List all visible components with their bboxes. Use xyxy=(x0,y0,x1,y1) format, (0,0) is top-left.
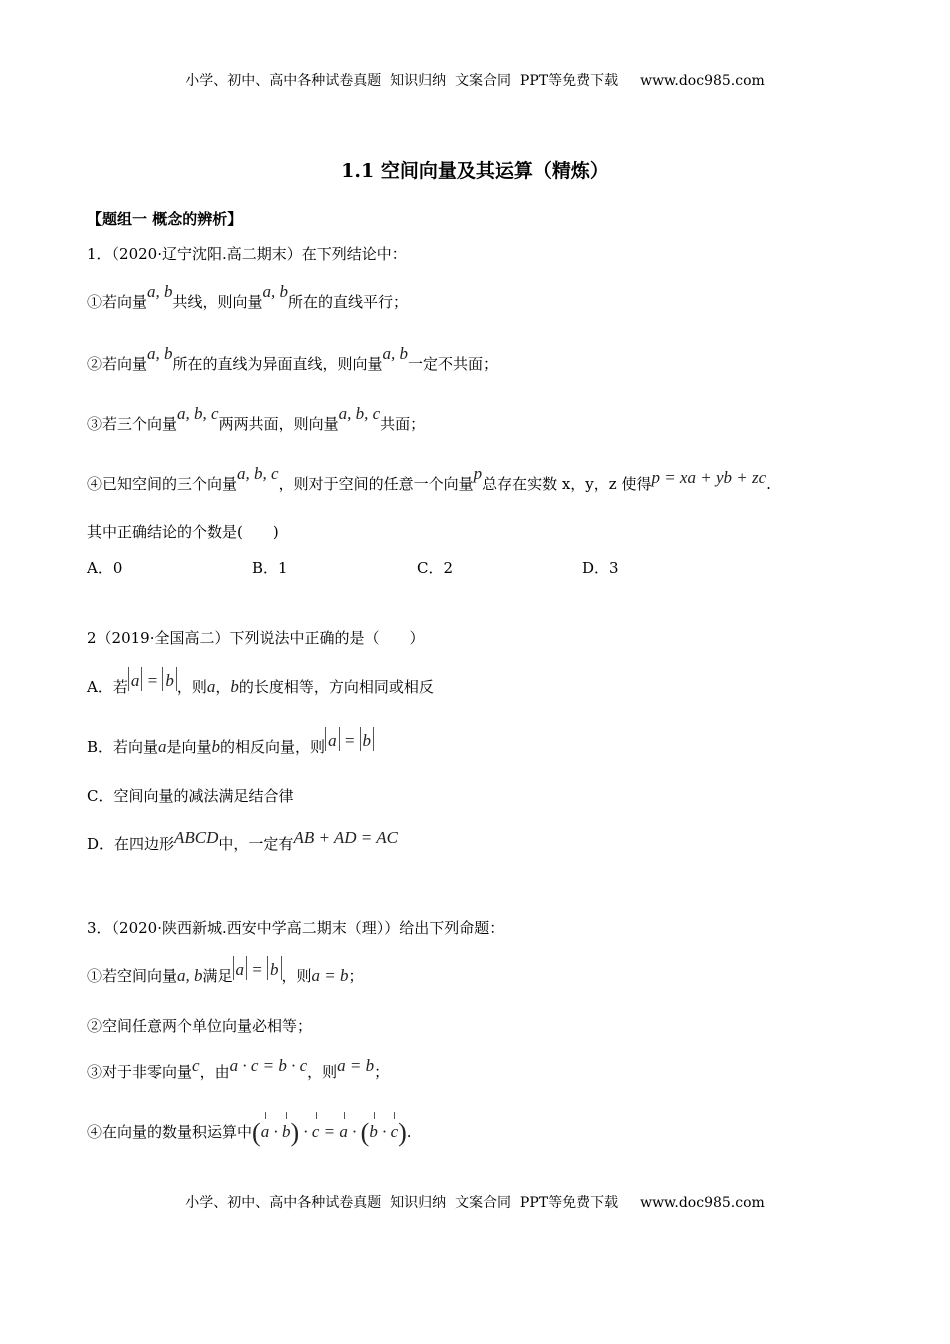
option-c: C．2 xyxy=(417,559,454,577)
text: ④在向量的数量积运算中 xyxy=(87,1123,253,1141)
header-text: 小学、初中、高中各种试卷真题 知识归纳 文案合同 PPT等免费下载 xyxy=(185,73,619,89)
text: 是向量 xyxy=(166,738,212,756)
math: a = b xyxy=(337,1056,375,1075)
q2-stem: 2（2019·全国高二）下列说法中正确的是（ ） xyxy=(87,629,425,647)
text: ， xyxy=(215,678,231,696)
text: 所在的直线平行； xyxy=(288,293,409,311)
math: a, b, c xyxy=(177,404,219,423)
text: ④已知空间的三个向量 xyxy=(87,475,238,493)
text: ，由 xyxy=(199,1063,230,1081)
q1-statement-2 xyxy=(87,344,499,374)
math: a, b xyxy=(262,282,289,301)
text: 满足 xyxy=(202,967,233,985)
math: p = xa + yb + zc xyxy=(651,468,767,487)
q1-statement-3 xyxy=(87,404,426,434)
section-heading: 【题组一 概念的辨析】 xyxy=(87,210,243,228)
text: ，则 xyxy=(176,678,207,696)
math: a · c = b · c xyxy=(229,1056,308,1075)
text: 中，一定有 xyxy=(218,835,294,853)
math: b xyxy=(230,677,239,696)
text: 的相反向量，则 xyxy=(220,738,326,756)
text: 两两共面，则向量 xyxy=(218,415,339,433)
q1-stem: 1．（2020·辽宁沈阳.高二期末）在下列结论中： xyxy=(87,245,407,263)
text: ，则 xyxy=(281,967,312,985)
text: ； xyxy=(374,1063,390,1081)
text: ； xyxy=(348,967,364,985)
text: 共线，则向量 xyxy=(172,293,263,311)
q3-statement-3 xyxy=(87,1056,390,1082)
abs-a: a xyxy=(325,731,340,751)
page-header xyxy=(0,70,950,90)
text: ，则 xyxy=(307,1063,338,1081)
footer-text: 小学、初中、高中各种试卷真题 知识归纳 文案合同 PPT等免费下载 xyxy=(185,1195,619,1211)
math: a, b xyxy=(382,344,409,363)
q2-option-d xyxy=(87,828,398,854)
math: a xyxy=(206,677,216,696)
text: ，则对于空间的任意一个向量 xyxy=(278,475,474,493)
math: ABCD xyxy=(174,828,219,847)
text: 一定不共面； xyxy=(408,355,499,373)
math: a, b, c xyxy=(237,464,279,483)
dot-product-formula: (a · b) · c = a · (b · c) xyxy=(252,1118,407,1147)
text: 总存在实数 x，y，z 使得 xyxy=(482,475,652,493)
option-a: A．0 xyxy=(87,559,123,577)
q2-option-a: A．若 a = b ，则a，b的长度相等，方向相同或相反 xyxy=(87,671,434,696)
option-b: B．1 xyxy=(252,559,288,577)
text: ③对于非零向量 xyxy=(87,1063,193,1081)
q1-statement-1 xyxy=(87,282,409,312)
text: . xyxy=(766,475,771,493)
math: a, b xyxy=(147,344,173,363)
text: A．若 xyxy=(87,678,128,696)
text: ③若三个向量 xyxy=(87,415,178,433)
text: B．若向量 xyxy=(87,738,159,756)
q1-statement-4 xyxy=(87,464,771,494)
q2-option-c: C．空间向量的减法满足结合律 xyxy=(87,787,294,805)
abs-a: a xyxy=(233,960,248,980)
q1-options xyxy=(87,558,747,578)
page-title: 1.1 空间向量及其运算（精炼） xyxy=(341,160,609,182)
text: 共面； xyxy=(380,415,426,433)
page-footer xyxy=(0,1192,950,1212)
math: a, b, c xyxy=(338,404,381,423)
abs-b: b xyxy=(267,960,282,980)
footer-site: www.doc985.com xyxy=(640,1195,765,1211)
abs-b: b xyxy=(360,731,375,751)
math: b xyxy=(211,737,221,756)
math: c xyxy=(192,1056,200,1075)
math: p xyxy=(473,464,483,483)
math: a xyxy=(158,737,167,756)
q3-stem: 3．（2020·陕西新城.西安中学高二期末（理））给出下列命题： xyxy=(87,919,505,937)
math: a, b xyxy=(177,966,203,985)
q3-statement-1: ①若空间向量a, b满足 a = b ，则a = b； xyxy=(87,960,364,985)
text: ②若向量 xyxy=(87,355,148,373)
math: a = b xyxy=(311,966,349,985)
q3-statement-4 xyxy=(87,1118,412,1147)
q3-statement-2: ②空间任意两个单位向量必相等； xyxy=(87,1017,313,1035)
text: ①若向量 xyxy=(87,293,148,311)
option-d: D．3 xyxy=(582,559,619,577)
text: 所在的直线为异面直线，则向量 xyxy=(172,355,383,373)
q2-option-b: B．若向量a是向量b的相反向量，则 a = b xyxy=(87,737,374,757)
abs-a: a xyxy=(128,671,143,691)
q1-ask: 其中正确结论的个数是( ) xyxy=(87,523,279,541)
abs-b: b xyxy=(162,671,177,691)
text: 的长度相等，方向相同或相反 xyxy=(238,678,434,696)
header-site: www.doc985.com xyxy=(640,73,765,89)
math: a, b xyxy=(147,282,173,301)
text: D．在四边形 xyxy=(87,835,175,853)
text: . xyxy=(406,1123,412,1141)
text: ①若空间向量 xyxy=(87,967,178,985)
math: AB + AD = AC xyxy=(293,828,398,847)
